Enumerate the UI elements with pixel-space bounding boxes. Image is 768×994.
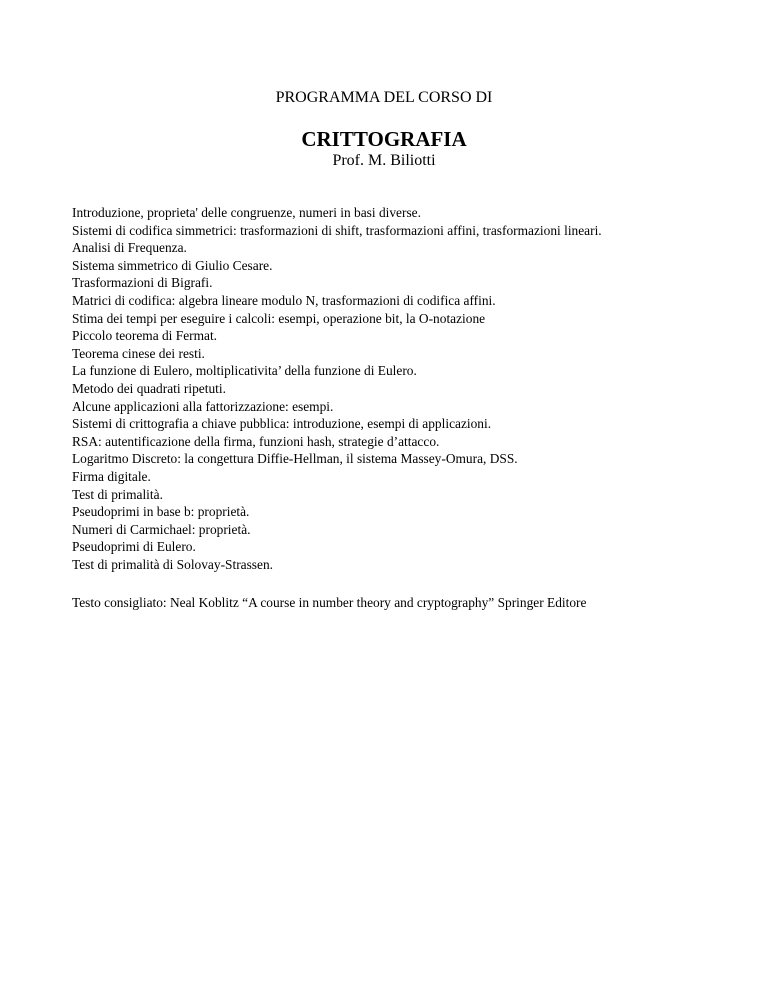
topic-item: Test di primalità. bbox=[72, 486, 163, 502]
topic-item: Metodo dei quadrati ripetuti. bbox=[72, 380, 226, 396]
topic-item: Alcune applicazioni alla fattorizzazione: esempi. bbox=[72, 398, 334, 414]
topic-item: Analisi di Frequenza. bbox=[72, 240, 187, 256]
topic-item: Introduzione, proprieta' delle congruenze, numeri in basi diverse. bbox=[72, 205, 421, 220]
topic-item: Matrici di codifica: algebra lineare modulo N, trasformazioni di codifica affini. bbox=[72, 292, 496, 308]
program-heading: PROGRAMMA DEL CORSO DI bbox=[275, 89, 493, 106]
topic-item: Pseudoprimi di Eulero. bbox=[72, 539, 196, 555]
topic-item: Teorema cinese dei resti. bbox=[72, 345, 205, 361]
topic-item: Sistema simmetrico di Giulio Cesare. bbox=[72, 257, 273, 273]
topic-item: Firma digitale. bbox=[72, 468, 151, 484]
topic-item: Stima dei tempi per eseguire i calcoli: esempi, operazione bit, la O-notazione bbox=[72, 310, 486, 326]
topic-item: Logaritmo Discreto: la congettura Diffie-Hellman, il sistema Massey-Omura, DSS. bbox=[72, 451, 518, 467]
recommended-text: Testo consigliato: Neal Koblitz “A course in number theory and cryptography” Springer Editore bbox=[72, 595, 587, 610]
topic-item: Test di primalità di Solovay-Strassen. bbox=[72, 556, 274, 572]
professor-name: Prof. M. Biliotti bbox=[332, 152, 436, 169]
course-title: CRITTOGRAFIA bbox=[301, 127, 467, 151]
topic-item: La funzione di Eulero, moltiplicativita’ della funzione di Eulero. bbox=[72, 363, 417, 379]
topic-item: RSA: autentificazione della firma, funzioni hash, strategie d’attacco. bbox=[72, 433, 440, 449]
topic-item: Pseudoprimi in base b: proprietà. bbox=[72, 504, 250, 520]
topic-item: Piccolo teorema di Fermat. bbox=[72, 328, 218, 344]
topic-item: Sistemi di codifica simmetrici: trasformazioni di shift, trasformazioni affini, trasformazioni lineari. bbox=[72, 222, 602, 238]
topic-item: Numeri di Carmichael: proprietà. bbox=[72, 521, 251, 537]
topic-item: Sistemi di crittografia a chiave pubblica: introduzione, esempi di applicazioni. bbox=[72, 416, 492, 432]
topic-list bbox=[72, 204, 732, 573]
topic-item: Trasformazioni di Bigrafi. bbox=[72, 275, 213, 291]
